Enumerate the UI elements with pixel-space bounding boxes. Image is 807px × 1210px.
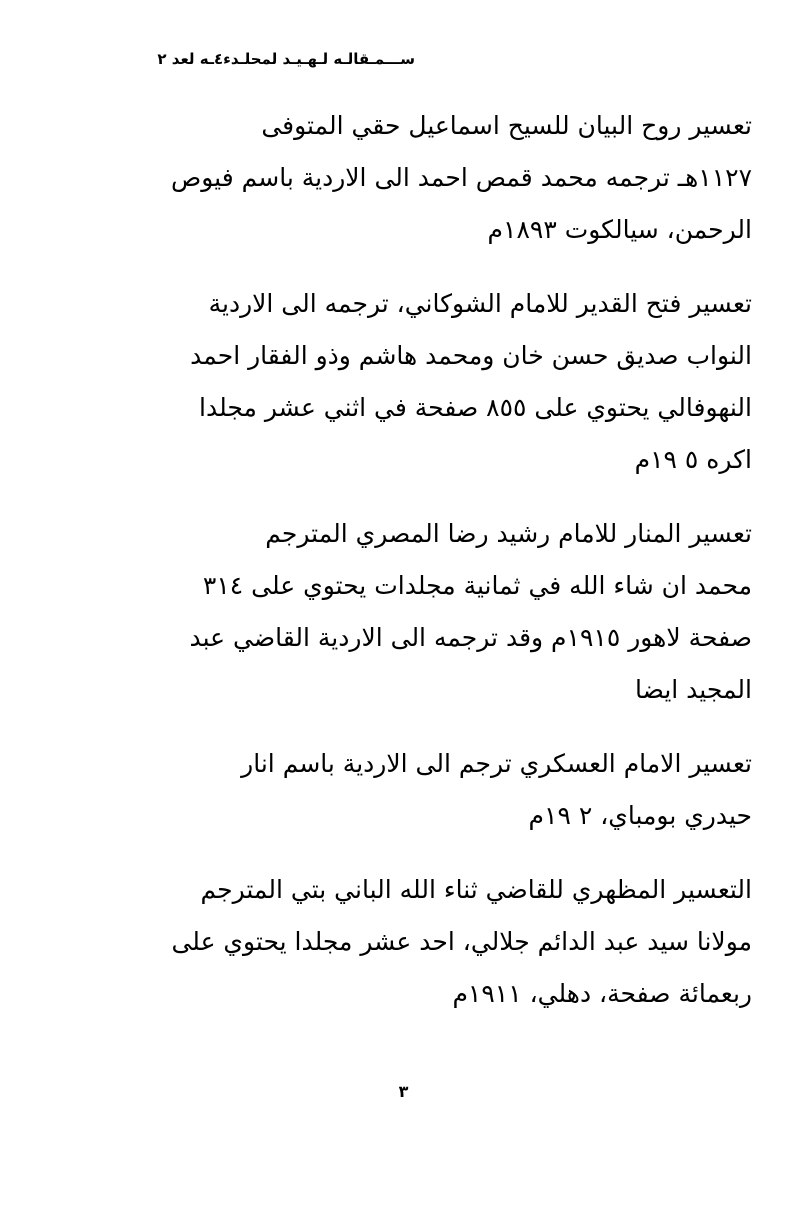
- entry-line: مولانا سيد عبد الدائم جلالي، احد عشر مجلدا يحتوي على: [171, 927, 752, 956]
- entry-line: تعسير فتح القدير للامام الشوكاني، ترجمه الى الاردية: [208, 289, 752, 318]
- entry-line: تعسير الامام العسكري ترجم الى الاردية باسم انار: [241, 749, 752, 778]
- entry-line: حيدري بومباي، ٢ ١٩م: [528, 801, 752, 830]
- bibliography-list: [62, 100, 752, 1020]
- running-header: ســـمـقالـه لـهـيـد لمحلـدء٤ـه لعد ٢: [157, 50, 415, 68]
- page-number: ٣: [398, 1082, 409, 1101]
- entry-line: تعسير روح البيان للسيح اسماعيل حقي المتوفى: [261, 111, 752, 140]
- entry-line: المجيد ايضا: [635, 675, 752, 704]
- bibliography-entry: [62, 864, 752, 1020]
- bibliography-entry: [62, 738, 752, 842]
- entry-line: التعسير المظهري للقاضي ثناء الله الباني بتي المترجم: [200, 875, 752, 904]
- entry-line: صفحة لاهور ١٩١٥م وقد ترجمه الى الاردية القاضي عبد: [189, 623, 752, 652]
- entry-line: ١١٢٧هـ ترجمه محمد قمص احمد الى الاردية باسم فيوص: [171, 163, 752, 192]
- bibliography-entry: [62, 508, 752, 716]
- bibliography-entry: [62, 278, 752, 486]
- entry-line: الرحمن، سيالكوت ١٨٩٣م: [487, 215, 752, 244]
- entry-line: النهوفالي يحتوي على ٨٥٥ صفحة في اثني عشر مجلدا: [199, 393, 752, 422]
- bibliography-entry: [62, 100, 752, 256]
- entry-line: ربعمائة صفحة، دهلي، ١٩١١م: [452, 979, 752, 1008]
- entry-line: محمد ان شاء الله في ثمانية مجلدات يحتوي على ٣١٤: [202, 571, 752, 600]
- entry-line: تعسير المنار للامام رشيد رضا المصري المترجم: [265, 519, 752, 548]
- entry-line: اكره ٥ ١٩م: [634, 445, 752, 474]
- entry-line: النواب صديق حسن خان ومحمد هاشم وذو الفقار احمد: [190, 341, 752, 370]
